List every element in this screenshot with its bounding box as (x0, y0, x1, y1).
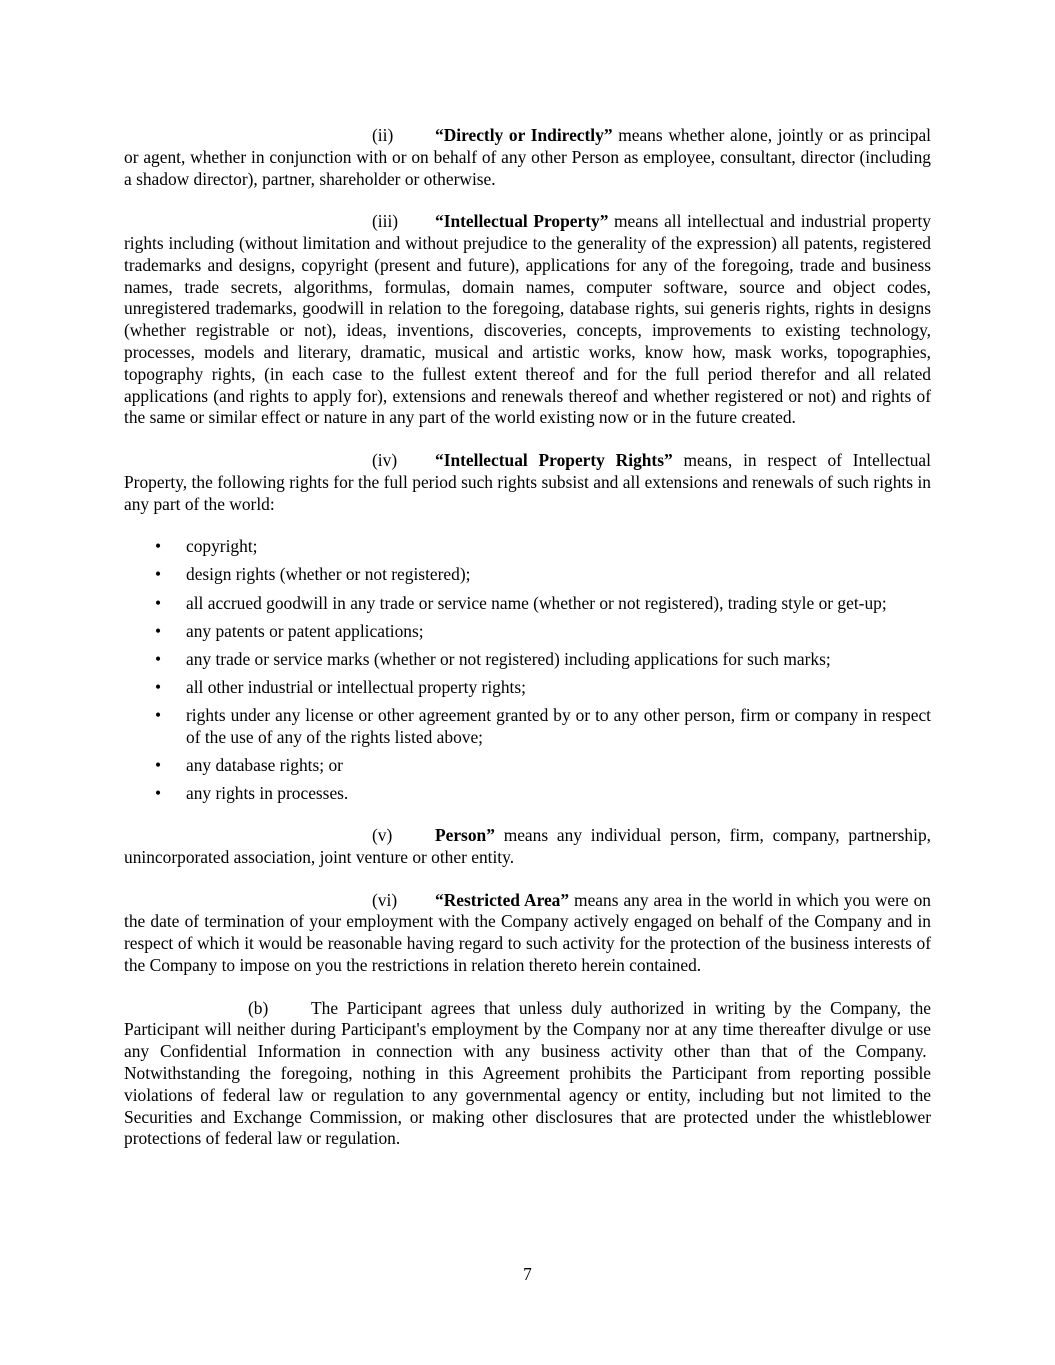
document-page (124, 125, 931, 1171)
list-item (124, 621, 931, 643)
list-item (124, 705, 931, 749)
defined-term: “Restricted Area” (435, 889, 570, 910)
definition-text: means whether alone, jointly or as principal or agent, whether in conjunction with or on behalf of any other Person as employee, consultant, director (including a shadow director), partner, shareholder or otherwise. (124, 125, 931, 189)
clause-marker: (ii) (372, 125, 394, 145)
bullet-icon: • (155, 564, 162, 585)
bullet-icon: • (155, 592, 162, 613)
clause-marker: (vi) (372, 889, 398, 910)
bullet-icon: • (155, 648, 162, 669)
list-item-text: all other industrial or intellectual property rights; (186, 677, 526, 698)
definition-text: means all intellectual and industrial property rights including (without limitation and without prejudice to the generality of the expression) all patents, registered trademarks and designs, copyright (present and future), applications for any of the foregoing, trade and business names, trade secrets, algorithms, formulas, domain names, computer software, source and object codes, unregistered trademarks, goodwill in relation to the foregoing, database rights, sui generis rights, rights in designs (whether registrable or not), ideas, inventions, discoveries, concepts, improvements to existing technology, processes, models and literary, dramatic, musical and artistic works, know how, mask works, topographies, topography rights, (in each case to the fullest extent thereof and for the full period therefor and all related applications (and rights to apply for), extensions and renewals thereof and whether registered or not) and rights of the same or similar effect or nature in any part of the world existing now or in the future created. (124, 211, 931, 428)
defined-term: Person” (435, 825, 495, 846)
bullet-icon: • (155, 705, 162, 726)
list-item (124, 783, 931, 805)
definition-intellectual-property-rights (124, 450, 931, 515)
definition-text: means any area in the world in which you were on the date of termination of your employment with the Company actively engaged on behalf of the Company and in respect of which it would be reasonable having regard to such activity for the protection of the business interests of the Company to impose on you the restrictions in relation thereto herein contained. (124, 889, 931, 976)
list-item-text: any rights in processes. (186, 783, 349, 804)
definition-restricted-area (124, 890, 931, 977)
list-item (124, 755, 931, 777)
list-item-text: rights under any license or other agreement granted by or to any other person, firm or company in respect of the use of any of the rights listed above; (186, 705, 931, 748)
list-item (124, 677, 931, 699)
section-b-text: The Participant agrees that unless duly authorized in writing by the Company, the Participant will neither during Participant's employment by the Company nor at any time thereafter divulge or use any Confidential Information in connection with any business activity other than that of the Company. Notwithstanding the foregoing, nothing in this Agreement prohibits the Participant from reporting possible violations of federal law or regulation to any governmental agency or entity, including but not limited to the Securities and Exchange Commission, or making other disclosures that are protected under the whistleblower protections of federal law or regulation. (124, 997, 931, 1149)
definition-text: means, in respect of Intellectual Property, the following rights for the full period such rights subsist and all extensions and renewals of such rights in any part of the world: (124, 449, 931, 514)
bullet-icon: • (155, 755, 162, 776)
defined-term: “Intellectual Property Rights” (435, 449, 673, 470)
bullet-icon: • (155, 536, 162, 557)
list-item-text: any database rights; or (186, 755, 343, 776)
defined-term: “Directly or Indirectly” (435, 125, 613, 145)
list-item (124, 536, 931, 558)
bullet-icon: • (155, 620, 162, 641)
clause-marker: (iv) (372, 449, 398, 470)
section-b-paragraph (124, 998, 931, 1151)
definition-intellectual-property (124, 211, 931, 429)
defined-term: “Intellectual Property” (435, 211, 609, 232)
list-item (124, 593, 931, 615)
clause-marker: (iii) (372, 211, 399, 232)
list-item (124, 564, 931, 586)
definition-person (124, 825, 931, 869)
clause-marker: (v) (372, 825, 393, 846)
list-item-text: any patents or patent applications; (186, 620, 424, 641)
list-item-text: all accrued goodwill in any trade or service name (whether or not registered), trading style or get-up; (186, 592, 887, 613)
definition-text: means any individual person, firm, company, partnership, unincorporated association, joint venture or other entity. (124, 825, 931, 868)
definition-directly-or-indirectly (124, 125, 931, 190)
bullet-icon: • (155, 677, 162, 698)
list-item-text: any trade or service marks (whether or not registered) including applications for such marks; (186, 648, 831, 669)
list-item-text: copyright; (186, 536, 258, 557)
page-number: 7 (523, 1264, 532, 1284)
list-item-text: design rights (whether or not registered); (186, 564, 471, 585)
rights-list (124, 536, 931, 805)
clause-marker: (b) (248, 997, 269, 1018)
bullet-icon: • (155, 783, 162, 804)
list-item (124, 649, 931, 671)
